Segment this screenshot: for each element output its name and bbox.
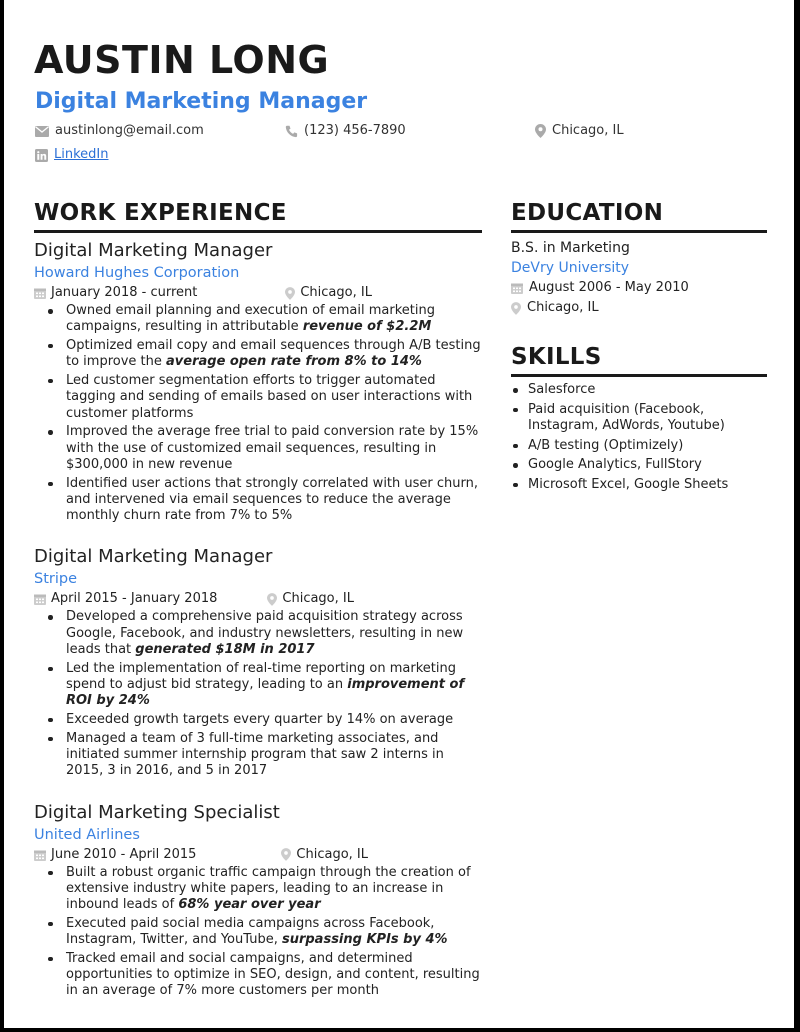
job-meta <box>34 590 482 608</box>
bullet-text: Managed a team of 3 full-time marketing associates, and initiated summer internship program that saw 2 interns in 2015, 3 in 2016, and 5 in 2017 <box>66 730 444 779</box>
education-dates-text: August 2006 - May 2010 <box>529 280 689 295</box>
location-text: Chicago, IL <box>552 123 624 138</box>
bullet-highlight: revenue of $2.2M <box>302 319 432 335</box>
job-bullet <box>46 476 482 525</box>
job-bullet <box>46 916 482 949</box>
job-entry <box>34 545 482 779</box>
work-experience-heading: WORK EXPERIENCE <box>34 198 482 233</box>
job-dates <box>34 846 196 864</box>
job-bullet <box>46 951 482 1000</box>
job-location <box>267 590 354 608</box>
job-location-text: Chicago, IL <box>296 846 369 862</box>
calendar-icon <box>34 287 46 299</box>
skills-list <box>511 382 767 493</box>
bullet-text: Built a robust organic traffic campaign through the creation of extensive industry white papers, leading to an increase in inbound leads of <box>66 864 471 913</box>
contact-location <box>535 122 624 140</box>
job-bullet <box>46 303 482 336</box>
job-bullet <box>46 609 482 658</box>
education-degree: B.S. in Marketing <box>511 240 630 256</box>
job-bullet <box>46 661 482 710</box>
job-entry <box>34 801 482 1000</box>
phone-text: (123) 456-7890 <box>304 123 406 138</box>
location-pin-icon <box>267 593 277 606</box>
job-dates-text: January 2018 - current <box>51 285 198 300</box>
phone-icon <box>285 125 298 138</box>
bullet-text: Tracked email and social campaigns, and determined opportunities to optimize in SEO, design, and content, resulting in an average of 7% more customers per month <box>66 950 480 999</box>
job-location <box>281 846 368 864</box>
job-bullet <box>46 424 482 473</box>
skill-item: A/B testing (Optimizely) <box>511 438 767 455</box>
bullet-text: Owned email planning and execution of email marketing campaigns, resulting in attributable <box>66 303 435 335</box>
linkedin-link[interactable]: LinkedIn <box>54 147 109 162</box>
job-company: Stripe <box>34 571 78 588</box>
job-location-text: Chicago, IL <box>282 591 354 607</box>
contact-phone <box>285 122 406 140</box>
skill-item: Salesforce <box>511 382 767 399</box>
bullet-highlight: improvement of ROI by 24% <box>66 677 465 709</box>
bullet-text: Identified user actions that strongly correlated with user churn, and intervened via email sequences to reduce the average monthly churn rate from 7% to 5% <box>66 475 479 524</box>
job-bullet <box>46 338 482 371</box>
education-location <box>511 298 767 318</box>
linkedin-icon <box>35 149 48 162</box>
bullet-highlight: generated $18M in 2017 <box>135 642 315 658</box>
skill-item: Google Analytics, FullStory <box>511 457 767 474</box>
job-dates-text: June 2010 - April 2015 <box>51 846 197 862</box>
calendar-icon <box>34 593 46 605</box>
education-school: DeVry University <box>511 260 630 276</box>
job-dates <box>34 590 217 608</box>
job-company: United Airlines <box>34 826 140 843</box>
job-location <box>285 284 372 302</box>
calendar-icon <box>511 282 523 294</box>
job-bullets <box>46 303 482 524</box>
job-entry <box>34 239 482 524</box>
bullet-text: Optimized email copy and email sequences through A/B testing to improve the <box>66 337 481 370</box>
location-pin-icon <box>535 124 546 138</box>
job-bullet <box>46 865 482 914</box>
job-location-text: Chicago, IL <box>300 285 372 300</box>
job-dates-text: April 2015 - January 2018 <box>51 591 218 607</box>
candidate-name: AUSTIN LONG <box>34 38 330 82</box>
bullet-text: Improved the average free trial to paid conversion rate by 15% with the use of customized email sequences, resulting in $300,000 in new revenue <box>66 424 479 472</box>
bullet-text: Led customer segmentation efforts to trigger automated tagging and sending of emails based on user interactions with customer platforms <box>66 372 473 421</box>
education-heading: EDUCATION <box>511 198 767 233</box>
education-location-text: Chicago, IL <box>527 300 599 315</box>
envelope-icon <box>35 126 49 137</box>
bullet-text: Exceeded growth targets every quarter by 14% on average <box>66 711 454 727</box>
contact-linkedin <box>35 146 108 164</box>
jobs-list <box>34 239 482 1000</box>
resume-page <box>4 0 794 1028</box>
work-experience-section <box>34 198 482 1002</box>
location-pin-icon <box>281 848 291 861</box>
job-title: Digital Marketing Manager <box>34 546 273 568</box>
sidebar-column <box>511 198 767 496</box>
bullet-text: Led the implementation of real-time reporting on marketing spend to adjust bid strategy, leading to an <box>66 660 456 692</box>
job-title: Digital Marketing Specialist <box>34 801 280 823</box>
job-bullets <box>46 865 482 1000</box>
bullet-text: Executed paid social media campaigns across Facebook, Instagram, Twitter, and YouTube, <box>66 915 435 948</box>
job-company: Howard Hughes Corporation <box>34 265 240 281</box>
contact-email <box>35 122 204 140</box>
location-pin-icon <box>285 287 295 300</box>
bullet-highlight: 68% year over year <box>178 897 321 913</box>
job-bullet <box>46 373 482 422</box>
skill-item: Paid acquisition (Facebook, Instagram, AdWords, Youtube) <box>511 402 767 435</box>
job-meta <box>34 846 482 864</box>
job-bullets <box>46 609 482 779</box>
job-meta <box>34 284 482 302</box>
job-title: Digital Marketing Manager <box>34 240 273 261</box>
location-pin-icon <box>511 302 521 315</box>
bullet-highlight: surpassing KPIs by 4% <box>281 932 448 948</box>
job-bullet <box>46 712 482 728</box>
skill-item: Microsoft Excel, Google Sheets <box>511 477 767 494</box>
bullet-highlight: average open rate from 8% to 14% <box>166 354 422 370</box>
skills-heading: SKILLS <box>511 342 767 377</box>
email-text: austinlong@email.com <box>55 123 204 138</box>
calendar-icon <box>34 849 46 861</box>
candidate-title: Digital Marketing Manager <box>35 89 368 114</box>
job-bullet <box>46 731 482 780</box>
bullet-text: Developed a comprehensive paid acquisition strategy across Google, Facebook, and industry newsletters, resulting in new leads that <box>66 609 464 658</box>
job-dates <box>34 284 197 302</box>
education-dates <box>511 278 767 298</box>
